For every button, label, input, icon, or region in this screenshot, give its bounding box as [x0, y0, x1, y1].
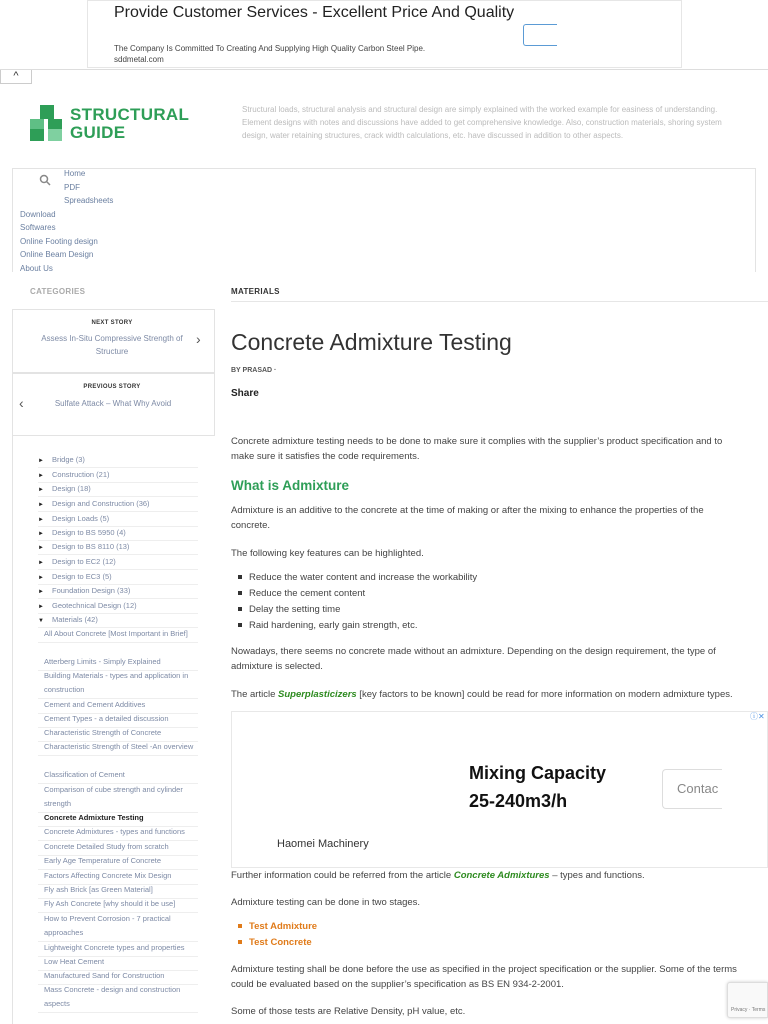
post-link[interactable]: Concrete Admixtures - types and functions: [38, 825, 198, 841]
triangle-right-icon: ►: [38, 473, 44, 479]
category-item[interactable]: ► Foundation Design (33): [38, 586, 198, 599]
share-button[interactable]: Share: [231, 388, 259, 399]
post-link[interactable]: Lightweight Concrete types and properties: [38, 941, 198, 957]
article-intro: Concrete admixture testing needs to be done to make sure it complies with the supplier’s product specification and to make sure it satisfies the code requirements.: [231, 436, 723, 462]
post-link[interactable]: Fly Ash Concrete [why should it be use]: [38, 897, 198, 913]
triangle-right-icon: ►: [38, 487, 44, 493]
post-link[interactable]: Fly ash Brick [as Green Material]: [38, 883, 198, 899]
main-nav: [12, 168, 756, 272]
article-title: Concrete Admixture Testing: [231, 329, 512, 355]
heading-what-is-admixture: What is Admixture: [231, 478, 350, 493]
top-ad-description: The Company Is Committed To Creating And Supplying High Quality Carbon Steel Pipe.: [114, 44, 426, 53]
category-item[interactable]: ► Geotechnical Design (12): [38, 601, 198, 614]
category-item[interactable]: ► Construction (21): [38, 470, 198, 483]
post-link[interactable]: Building Materials - types and application in construction: [38, 669, 198, 699]
recaptcha-text: Privacy · Terms: [731, 1007, 766, 1013]
search-icon[interactable]: [39, 174, 51, 189]
next-story-label: NEXT STORY: [91, 320, 133, 326]
post-link[interactable]: Characteristic Strength of Steel -An overview: [38, 740, 198, 756]
post-link[interactable]: All About Concrete [Most Important in Brief]: [38, 627, 198, 643]
chevron-right-icon[interactable]: ›: [196, 331, 201, 347]
superplasticizers-link[interactable]: Superplasticizers: [278, 689, 357, 700]
divider: [0, 69, 768, 70]
ad-contact-button[interactable]: Contac: [662, 769, 722, 809]
nav-item-online-footing-design[interactable]: Online Footing design: [20, 237, 98, 246]
paragraph-testing: Admixture testing shall be done before the use as specified in the project specification or the supplier. Some of the terms could be evaluated based on the supplier’s specification as BS EN 934-2-2001.: [231, 964, 737, 990]
triangle-right-icon: ►: [38, 502, 44, 508]
previous-story-label: PREVIOUS STORY: [83, 384, 141, 390]
paragraph-stages: Admixture testing can be done in two stages.: [231, 897, 421, 908]
triangle-right-icon: ►: [38, 589, 44, 595]
logo-icon[interactable]: [30, 105, 66, 143]
category-item[interactable]: ► Design to EC3 (5): [38, 572, 198, 585]
post-link[interactable]: Early Age Temperature of Concrete: [38, 854, 198, 870]
stage-item[interactable]: Test Concrete: [238, 937, 312, 948]
post-link[interactable]: Concrete Detailed Study from scratch: [38, 840, 198, 856]
paragraph-nowadays: Nowadays, there seems no concrete made without an admixture. Depending on the design requirement, the type of admixture is selected.: [231, 646, 716, 672]
top-ad-button[interactable]: [523, 24, 557, 46]
top-ad-url[interactable]: sddmetal.com: [114, 55, 164, 64]
logo-text[interactable]: STRUCTURAL GUIDE: [70, 105, 190, 142]
previous-story-title[interactable]: Sulfate Attack – What Why Avoid: [54, 399, 172, 408]
triangle-right-icon: ►: [38, 604, 44, 610]
post-link[interactable]: Atterberg Limits - Simply Explained: [38, 655, 198, 671]
triangle-right-icon: ►: [38, 458, 44, 464]
post-link[interactable]: Manufactured Sand for Construction: [38, 969, 198, 985]
post-link[interactable]: Comparison of cube strength and cylinder strength: [38, 783, 198, 813]
ad-brand[interactable]: Haomei Machinery: [277, 838, 369, 850]
nav-item-softwares[interactable]: Softwares: [20, 223, 56, 232]
triangle-down-icon: ▼: [38, 618, 44, 624]
triangle-right-icon: ►: [38, 517, 44, 523]
paragraph-further: Further information could be referred from the article Concrete Admixtures – types and functions.: [231, 870, 645, 881]
post-link[interactable]: Cement Types - a detailed discussion: [38, 712, 198, 728]
next-story-title[interactable]: Assess In-Situ Compressive Strength of Structure: [41, 334, 183, 356]
nav-item-about-us[interactable]: About Us: [20, 264, 53, 273]
paragraph-features: The following key features can be highlighted.: [231, 548, 424, 559]
chevron-up-icon[interactable]: ^: [0, 70, 32, 84]
ad-headline-2[interactable]: 25-240m3/h: [469, 791, 568, 811]
paragraph-what-is-admixture: Admixture is an additive to the concrete at the time of making or after the mixing to enhance the properties of the concrete.: [231, 505, 704, 531]
nav-item-pdf[interactable]: PDF: [64, 183, 80, 192]
post-link[interactable]: How to Prevent Corrosion - 7 practical approaches: [38, 912, 198, 942]
triangle-right-icon: ►: [38, 560, 44, 566]
post-link[interactable]: Factors Affecting Concrete Mix Design: [38, 869, 198, 885]
paragraph-tests: Some of those tests are Relative Density, pH value, etc.: [231, 1006, 466, 1017]
sidebar-border: [12, 436, 13, 1024]
post-link[interactable]: Mass Concrete - design and construction aspects: [38, 983, 198, 1013]
triangle-right-icon: ►: [38, 531, 44, 537]
feature-item: Raid hardening, early gain strength, etc.: [238, 620, 417, 631]
chevron-left-icon[interactable]: ‹: [19, 395, 24, 411]
ad-headline-1[interactable]: Mixing Capacity: [469, 763, 607, 783]
stage-item[interactable]: Test Admixture: [238, 921, 317, 932]
post-link[interactable]: Cement and Cement Additives: [38, 698, 198, 714]
category-item[interactable]: ► Design to BS 8110 (13): [38, 542, 198, 555]
feature-item: Delay the setting time: [238, 604, 340, 615]
article-byline[interactable]: BY PRASAD ·: [231, 367, 277, 374]
top-ad-title[interactable]: Provide Customer Services - Excellent Price And Quality: [114, 4, 515, 21]
nav-item-download[interactable]: Download: [20, 210, 56, 219]
feature-item: Reduce the water content and increase the workability: [238, 572, 477, 583]
paragraph-article-ref: The article Superplasticizers [key factors to be known] could be read for more information on modern admixture types.: [231, 689, 733, 700]
category-item-materials[interactable]: ▼ Materials (42): [38, 615, 198, 628]
divider: [231, 301, 768, 302]
nav-item-spreadsheets[interactable]: Spreadsheets: [64, 196, 114, 205]
post-link[interactable]: Low Heat Cement: [38, 955, 198, 971]
categories-heading: CATEGORIES: [30, 287, 86, 296]
nav-item-online-beam-design[interactable]: Online Beam Design: [20, 250, 94, 259]
triangle-right-icon: ►: [38, 545, 44, 551]
category-item[interactable]: ► Design to EC2 (12): [38, 557, 198, 570]
category-item[interactable]: ► Design and Construction (36): [38, 499, 198, 512]
post-link[interactable]: Classification of Cement: [38, 768, 198, 784]
feature-item: Reduce the cement content: [238, 588, 365, 599]
category-item[interactable]: ► Design Loads (5): [38, 514, 198, 527]
ad-choices-icon[interactable]: ⓘ✕: [750, 712, 765, 721]
category-item[interactable]: ► Design (18): [38, 484, 198, 497]
nav-item-home[interactable]: Home: [64, 169, 86, 178]
article-category[interactable]: MATERIALS: [231, 287, 280, 296]
category-item[interactable]: ► Bridge (3): [38, 455, 198, 468]
triangle-right-icon: ►: [38, 575, 44, 581]
post-link[interactable]: Characteristic Strength of Concrete: [38, 726, 198, 742]
category-item[interactable]: ► Design to BS 5950 (4): [38, 528, 198, 541]
post-link-current[interactable]: Concrete Admixture Testing: [38, 811, 198, 827]
site-tagline: Structural loads, structural analysis and structural design are simply explained with the worked example for easiness of understanding. Element designs with notes and discussions have added to get comprehensive knowledge. Also, construction materials, shoring system design, water retaining structures, crack width calculations, etc. have discussed in addition to other aspects.: [242, 105, 722, 140]
concrete-admixtures-link[interactable]: Concrete Admixtures: [453, 870, 550, 881]
